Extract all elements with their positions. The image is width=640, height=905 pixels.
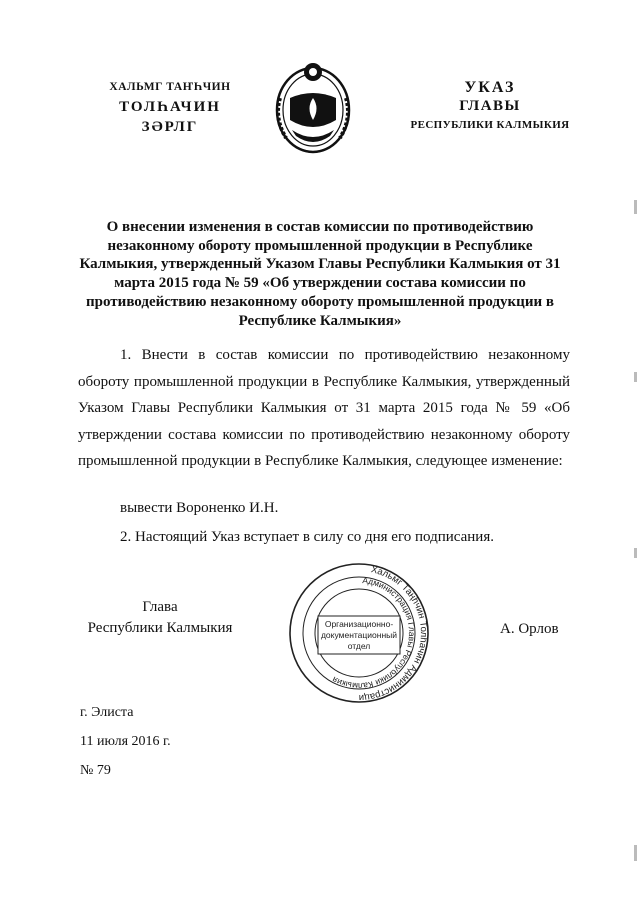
- header-russian-title: [390, 78, 590, 135]
- stamp-outer-text: Хальмг Таңһчин Толһачин Администраци: [358, 564, 430, 704]
- signatory-position: [80, 597, 240, 639]
- header-kalmyk-title: [60, 77, 280, 137]
- paragraph-1: 1. Внести в состав комиссии по противодействию незаконному обороту промышленной продукции в Республике Калмыкия, утвержденный Указом Главы Республики Калмыкия от 31 марта 2015 года № 59 «Об утверждении состава комиссии по противодействию незаконному обороту промышленной продукции в Республике Калмыкия, следующее изменение:: [78, 347, 570, 469]
- paragraph-change: вывести Вороненко И.Н.: [120, 500, 279, 516]
- signatory-position-line1: Глава: [142, 599, 178, 615]
- coat-of-arms-icon: [270, 58, 356, 158]
- stamp-center-line1: Организационно-: [324, 619, 394, 629]
- scan-edge-mark: [634, 845, 637, 861]
- decree-number: № 79: [80, 763, 111, 778]
- header-kalmyk-line3: ЗӘРЛГ: [141, 119, 199, 135]
- scan-edge-mark: [634, 548, 637, 558]
- header-russian-line3: РЕСПУБЛИКИ КАЛМЫКИЯ: [410, 119, 570, 131]
- decree-title: О внесении изменения в состав комиссии по противодействию незаконному обороту промышленной продукции в Республике Калмыкия, утвержденный Указом Главы Республики Калмыкия от 31 марта 2015 года № 59 «Об утверждении состава комиссии по противодействию незаконному обороту промышленной продукции в Республике Калмыкия»: [79, 219, 561, 329]
- scan-edge-mark: [634, 200, 637, 214]
- issue-date: 11 июля 2016 г.: [80, 734, 171, 749]
- stamp-center-line2: документационный: [320, 630, 398, 640]
- signatory-name: А. Орлов: [500, 621, 559, 637]
- paragraph-2: 2. Настоящий Указ вступает в силу со дня его подписания.: [120, 529, 494, 545]
- header-kalmyk-line2: ТОЛҺАЧИН: [119, 99, 221, 115]
- signatory-position-line2: Республики Калмыкия: [87, 620, 233, 636]
- issue-city: г. Элиста: [80, 705, 134, 720]
- scan-edge-mark: [634, 372, 637, 382]
- header-kalmyk-line1: ХАЛЬМГ ТАҤҺЧИН: [109, 81, 231, 93]
- stamp-center-line3: отдел: [347, 641, 371, 651]
- header-russian-line2: ГЛАВЫ: [459, 98, 521, 114]
- official-stamp: [288, 562, 430, 704]
- stamp-inner-text: Администрация Главы Республики Калмыкия: [330, 575, 418, 692]
- header-russian-line1: УКАЗ: [464, 79, 516, 96]
